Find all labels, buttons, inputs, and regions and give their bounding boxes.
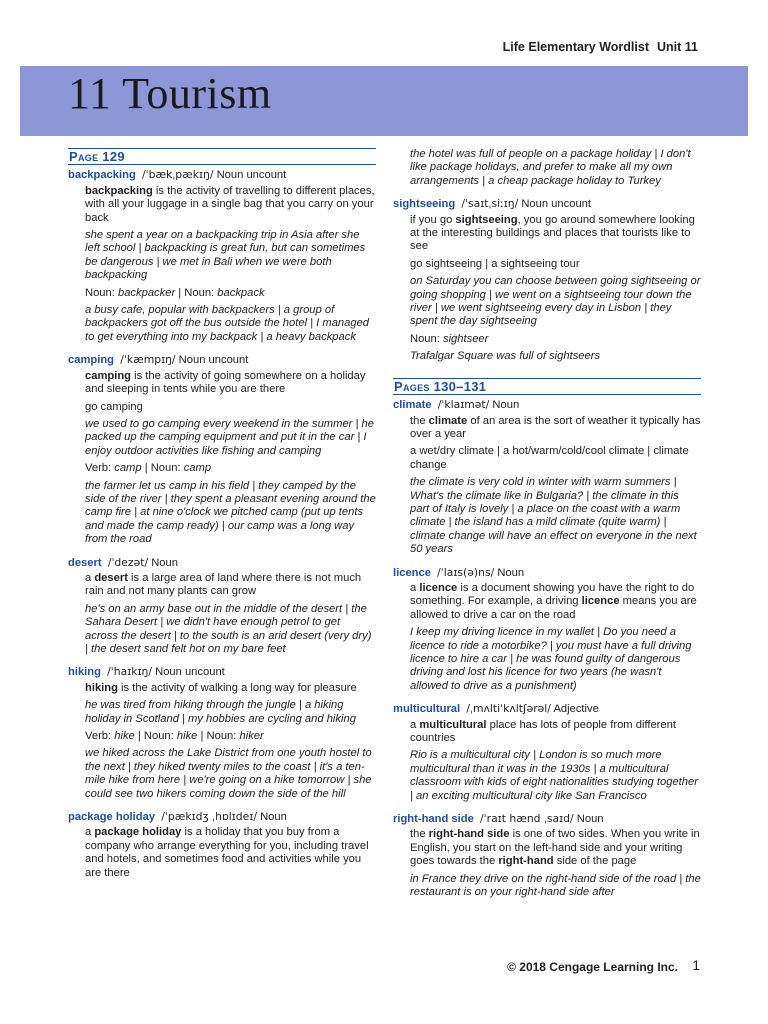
related-forms: Verb: camp | Noun: camp xyxy=(85,462,212,475)
collocations: go camping xyxy=(85,400,143,413)
examples: he's on an army base out in the middle of the desert | the Sahara Desert | we didn't have enough petrol to get across the desert | to the south is an arid desert (very dry) | the desert sand felt hot on my bare feet xyxy=(85,602,372,655)
pronunciation: /ˈbækˌpækɪŋ/ xyxy=(142,168,214,182)
examples: Trafalgar Square was full of sightseers xyxy=(410,350,601,363)
headword: backpacking xyxy=(68,169,136,182)
definition: a licence is a document showing you have the right to do something. For example, a driving licence means you are allowed to drive a car on the road xyxy=(410,581,697,621)
pronunciation: /ˌmʌltiˈkʌltʃərəl/ xyxy=(466,702,551,716)
definition: the right-hand side is one of two sides. When you write in English, you start on the left-hand side and your writing goes towards the right-hand side of the page xyxy=(410,828,700,868)
examples: the farmer let us camp in his field | they camped by the side of the river | they spent a pleasant evening around the camp fire | at nine o'clock we pitched camp (put up tents and made the camp ready) | our camp was a long way from the road xyxy=(85,479,376,546)
headword: package holiday xyxy=(68,811,156,824)
definition: a package holiday is a holiday that you buy from a company who arrange everything for you, including travel and hotels, and sometimes food and activities while you are there xyxy=(85,826,369,879)
examples: on Saturday you can choose between going sightseeing or going shopping | we went on a sightseeing tour down the river | we went sightseeing every day in Lisbon | they spent the day sightseeing xyxy=(410,275,701,328)
part-of-speech: Noun xyxy=(492,399,520,412)
examples: in France they drive on the right-hand side of the road | the restaurant is on your right-hand side after xyxy=(410,872,701,899)
entry-hiking xyxy=(68,665,376,801)
examples-continued: the hotel was full of people on a package holiday | I don't like package holidays, and prefer to make all my own arrangements | a cheap package holiday to Turkey xyxy=(410,148,691,187)
related-forms: Verb: hike | Noun: hike | Noun: hiker xyxy=(85,730,264,743)
part-of-speech: Adjective xyxy=(553,703,599,716)
headword: sightseeing xyxy=(393,198,456,211)
definition: hiking is the activity of walking a long way for pleasure xyxy=(85,681,357,694)
part-of-speech: Noun xyxy=(576,813,604,826)
examples: she spent a year on a backpacking trip in Asia after she left school | backpacking is great fun, but can sometimes be dangerous | we met in Bali when we were both backpacking xyxy=(85,229,366,282)
entry-package-holiday xyxy=(68,810,376,880)
definition: camping is the activity of going somewhere on a holiday and sleeping in tents while you are there xyxy=(85,369,366,396)
related-forms: Noun: sightseer xyxy=(410,332,489,345)
section-heading: Pages 130–131 xyxy=(393,378,701,395)
entry-right-hand-side xyxy=(393,812,701,899)
headword: hiking xyxy=(68,666,101,679)
part-of-speech: Noun uncount xyxy=(155,666,225,679)
entry-desert xyxy=(68,556,376,657)
headword: licence xyxy=(393,566,431,579)
pronunciation: /ˈhaɪkɪŋ/ xyxy=(107,665,152,679)
part-of-speech: Noun uncount xyxy=(178,354,249,367)
part-of-speech: Noun uncount xyxy=(216,169,287,182)
page-number: 1 xyxy=(692,957,700,973)
collocations: go sightseeing | a sightseeing tour xyxy=(410,257,580,270)
entry-camping xyxy=(68,353,376,546)
headword: climate xyxy=(393,399,432,412)
examples: Rio is a multicultural city | London is so much more multicultural than it was in the 1930s | a multicultural classroom with kids of eight nationalities studying together | an exciting multicultural city like San Francisco xyxy=(410,749,698,802)
collocations: a wet/dry climate | a hot/warm/cold/cool climate | climate change xyxy=(410,445,689,471)
definition: if you go sightseeing, you go around somewhere looking at the interesting buildings and places that tourists like to see xyxy=(410,213,695,253)
pronunciation: /ˈdezət/ xyxy=(107,555,149,569)
examples: we used to go camping every weekend in the summer | he packed up the camping equipment and put it in the car | I enjoy outdoor activities like fishing and camping xyxy=(85,417,374,457)
entry-sightseeing xyxy=(393,197,701,363)
entry-climate xyxy=(393,398,701,556)
headword: right-hand side xyxy=(393,813,474,826)
part-of-speech: Noun xyxy=(497,566,525,579)
examples: we hiked across the Lake District from one youth hostel to the next | they hiked twenty miles to the coast | it's a ten-mile hike from here | we're going on a hike tomorrow | she could see two hikers coming down the side of the hill xyxy=(85,747,372,800)
unit-title: 11 Tourism xyxy=(68,69,272,118)
related-forms: Noun: backpacker | Noun: backpack xyxy=(85,286,265,299)
examples: the climate is very cold in winter with warm summers | What's the climate like in Bulgaria? | the climate in this part of Italy is lovely | a place on the coast with a warm climate | the island has a mild climate (quite warm) | climate change will have an effect on everyone in the next 50 years xyxy=(410,476,697,556)
page-header xyxy=(503,40,698,54)
unit-banner xyxy=(20,66,748,136)
pronunciation: /ˈpækɪdʒ ˌhɒlɪdeɪ/ xyxy=(161,810,257,824)
definition: backpacking is the activity of travelling to different places, with all your luggage in a single bag that you carry on your back xyxy=(85,184,375,224)
section-heading: Page 129 xyxy=(68,148,376,165)
examples: he was tired from hiking through the jungle | a hiking holiday in Scotland | my hobbies are cycling and hiking xyxy=(85,699,356,725)
pronunciation: /ˈraɪt hænd ˌsaɪd/ xyxy=(480,812,574,826)
definition: the climate of an area is the sort of weather it typically has over a year xyxy=(410,414,701,440)
definition: a multicultural place has lots of people from different countries xyxy=(410,718,676,745)
pronunciation: /ˈsaɪtˌsiːɪŋ/ xyxy=(461,197,519,211)
pronunciation: /ˈlaɪs(ə)ns/ xyxy=(437,565,495,579)
copyright: © 2018 Cengage Learning Inc. xyxy=(507,960,678,974)
pronunciation: /ˈklaɪmət/ xyxy=(437,398,490,412)
examples: a busy cafe, popular with backpackers | a group of backpackers got off the bus outside the hotel | I managed to get everything into my backpack | a heavy backpack xyxy=(85,304,370,343)
headword: camping xyxy=(68,354,115,367)
right-column xyxy=(393,148,701,909)
part-of-speech: Noun xyxy=(151,556,178,569)
part-of-speech: Noun xyxy=(260,811,287,824)
pronunciation: /ˈkæmpɪŋ/ xyxy=(120,353,176,367)
headword: multicultural xyxy=(393,703,461,716)
unit-label: Unit 11 xyxy=(657,40,698,54)
wordlist-title: Life Elementary Wordlist xyxy=(502,40,649,54)
entry-licence xyxy=(393,566,701,694)
entry-backpacking xyxy=(68,168,376,344)
headword: desert xyxy=(68,556,102,569)
entry-multicultural xyxy=(393,702,701,803)
left-column xyxy=(68,148,376,889)
definition: a desert is a large area of land where there is not much rain and not many plants can grow xyxy=(85,571,362,598)
examples: I keep my driving licence in my wallet | Do you need a licence to ride a motorbike? | you must have a full driving licence to hire a car | he was found guilty of dangerous driving and lost his licence for two years (he wasn't allowed to drive as a punishment) xyxy=(410,626,692,692)
part-of-speech: Noun uncount xyxy=(521,198,591,211)
